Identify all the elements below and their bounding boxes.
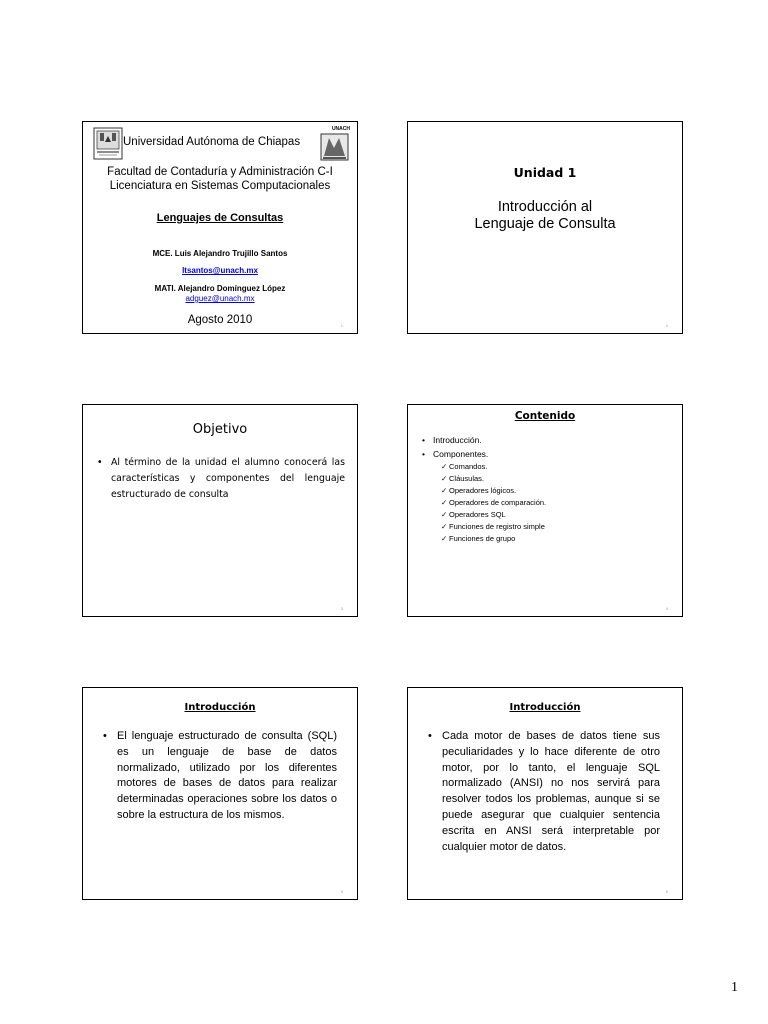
- checkmark-icon: ✓: [441, 486, 448, 495]
- author-2-email-link[interactable]: adguez@unach.mx: [185, 294, 255, 303]
- slide-unit: [407, 121, 683, 334]
- list-item: [441, 509, 546, 521]
- list-item-label: Componentes.: [433, 449, 489, 459]
- unit-title: Unidad 1: [513, 165, 577, 180]
- checkmark-icon: ✓: [441, 522, 448, 531]
- slide-number: 2: [665, 323, 668, 328]
- date: Agosto 2010: [187, 314, 253, 326]
- course-title: Lenguajes de Consultas: [156, 212, 284, 224]
- list-item: [441, 521, 546, 533]
- university-crest-logo: [93, 127, 123, 160]
- list-item: [441, 473, 546, 485]
- checkmark-icon: ✓: [441, 534, 448, 543]
- list-item-label: Introducción.: [433, 435, 482, 445]
- unit-subtitle: [408, 199, 682, 233]
- checkmark-icon: ✓: [441, 462, 448, 471]
- objective-list: [97, 455, 345, 503]
- checkmark-icon: ✓: [441, 498, 448, 507]
- slide-number: 3: [340, 606, 343, 611]
- slide-title: [82, 121, 358, 334]
- list-item: • El lenguaje estructurado de consulta (SQL) es un lenguaje de base de datos normalizado, utilizado por los diferentes motores de bases de datos para realizar determinadas operaciones sobre los datos o sobre la estructura de los mismos.: [103, 729, 337, 824]
- introduction-title: Introducción: [184, 702, 256, 713]
- list-item: [441, 497, 546, 509]
- list-item: [441, 533, 546, 545]
- objective-title: Objetivo: [192, 422, 248, 437]
- slide-objective: [82, 404, 358, 617]
- list-item-label: Operadores SQL: [449, 510, 506, 519]
- university-name: Universidad Autónoma de Chiapas: [123, 136, 301, 148]
- list-item-label: Comandos.: [449, 462, 488, 471]
- unach-logo-text: UNACH: [331, 126, 350, 132]
- unach-logo-graphic: [319, 132, 350, 162]
- list-item-label: Operadores lógicos.: [449, 486, 517, 495]
- contents-title: Contenido: [514, 410, 576, 422]
- list-item: [441, 485, 546, 497]
- degree-name: Licenciatura en Sistemas Computacionales: [109, 180, 331, 192]
- list-item: [441, 461, 546, 473]
- contents-list: [422, 433, 546, 545]
- list-item-label: Funciones de grupo: [449, 534, 516, 543]
- slide-number: 6: [665, 889, 668, 894]
- author-1: MCE. Luis Alejandro Trujillo Santos: [152, 249, 288, 258]
- list-item-label: Funciones de registro simple: [449, 522, 545, 531]
- list-item-label: Operadores de comparación.: [449, 498, 547, 507]
- page-number: 1: [731, 980, 738, 995]
- introduction-list: [103, 729, 337, 824]
- checkmark-icon: ✓: [441, 510, 448, 519]
- list-item-label: Cláusulas.: [449, 474, 485, 483]
- author-1-email-link[interactable]: ltsantos@unach.mx: [182, 266, 258, 275]
- faculty-name: Facultad de Contaduría y Administración C-I: [107, 166, 333, 178]
- checkmark-icon: ✓: [441, 474, 448, 483]
- unach-logo: [319, 126, 350, 164]
- list-item: [422, 433, 546, 447]
- introduction-title: Introducción: [509, 702, 581, 713]
- slide-number: 4: [665, 606, 668, 611]
- slide-introduction-2: [407, 687, 683, 900]
- list-item: • Al término de la unidad el alumno conocerá las características y componentes del lenguaje estructurado de consulta: [97, 455, 345, 503]
- author-2: MATI. Alejandro Domínguez López: [154, 284, 286, 293]
- list-item: [422, 447, 546, 545]
- components-sublist: [433, 461, 546, 545]
- unit-subtitle-line-1: Introducción al: [497, 199, 593, 215]
- unit-subtitle-line-2: Lenguaje de Consulta: [474, 216, 616, 232]
- slide-number: 5: [340, 889, 343, 894]
- slide-number: 1: [340, 323, 343, 328]
- slide-introduction-1: [82, 687, 358, 900]
- slide-contents: [407, 404, 683, 617]
- list-item: • Cada motor de bases de datos tiene sus peculiaridades y lo hace diferente de otro motor, por lo tanto, el lenguaje SQL normalizado (ANSI) no nos servirá para resolver todos los problemas, aunque si se puede asegurar que cualquier sentencia escrita en ANSI será interpretable por cualquier motor de datos.: [428, 729, 660, 855]
- introduction-list: [428, 729, 660, 855]
